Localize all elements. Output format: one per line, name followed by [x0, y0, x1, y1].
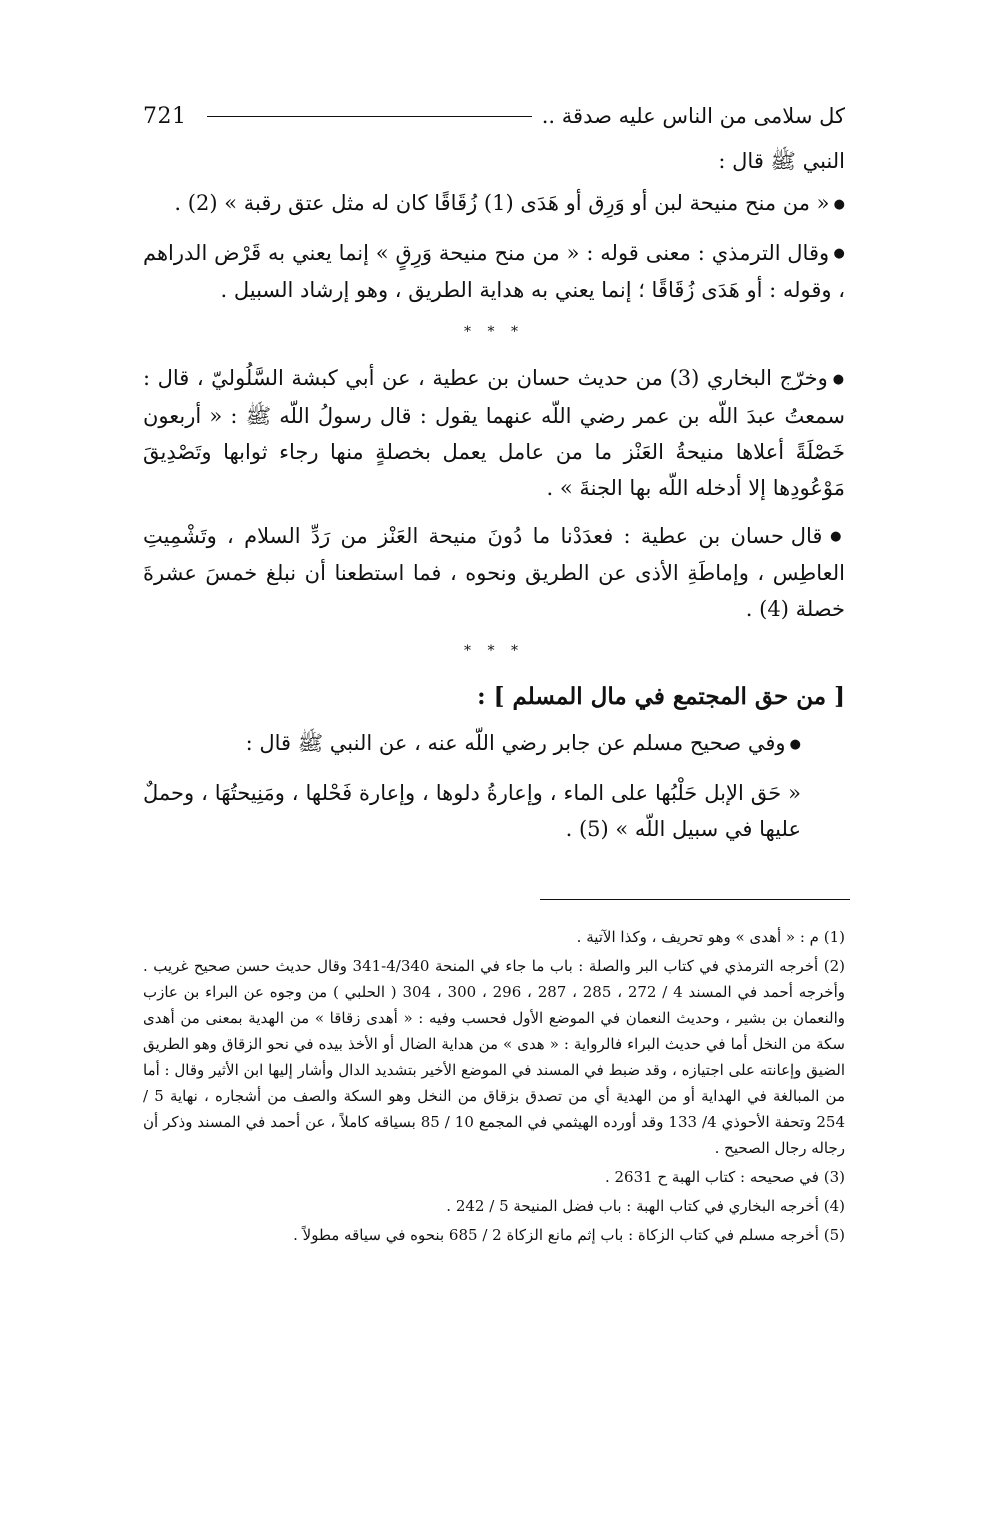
bukhari-hadith: ● وخرّج البخاري (3) من حديث حسان بن عطية ، عن أبي كبشة السَّلُوليّ ، قال : سمعتُ عبدَ اللّه بن عمر رضي اللّه عنهما يقول : قال رسولُ اللّه ﷺ : « أربعون خَصْلَةً أعلاها منيحةُ العَنْز ما من عامل يعمل بخصلةٍ منها رجاء ثوابها وتَصْدِيقَ مَوْعُودِها إلا أدخله اللّه بها الجنةَ » .	[143, 360, 845, 506]
running-title: كل سلامى من الناس عليه صدقة ..	[541, 104, 845, 128]
footnote: (4) أخرجه البخاري في كتاب الهبة : باب فضل المنيحة 5 / 242 .	[446, 1197, 845, 1215]
section-heading: [ من حق المجتمع في مال المسلم ] :	[477, 683, 845, 710]
footnotes	[143, 924, 845, 1251]
section-divider: * * *	[464, 324, 524, 340]
page-number: 721	[143, 103, 187, 129]
hassan-commentary: ● قال حسان بن عطية : فعدَدْنا ما دُونَ منيحة العَنْز من رَدِّ السلام ، وتَشْمِيتِ العاطِس ، وإماطَةِ الأذى عن الطريق ونحوه ، فما استطعنا أن نبلغ خمسَ عشرةَ خصلة (4) .	[143, 518, 845, 628]
footnote-separator	[540, 899, 850, 900]
main-text	[143, 144, 845, 859]
footnote: (1) م : « أهدى » وهو تحريف ، وكذا الآتية .	[576, 928, 845, 946]
footnote: (5) أخرجه مسلم في كتاب الزكاة : باب إثم مانع الزكاة 2 / 685 بنحوه في سياقه مطولاً .	[293, 1226, 845, 1244]
page-header	[143, 98, 845, 134]
text-line: النبي ﷺ قال :	[718, 149, 845, 173]
header-rule	[207, 116, 532, 117]
tirmidhi-commentary: ● وقال الترمذي : معنى قوله : « من منح منيحة وَرِقٍ » إنما يعني به قَرْض الدراهم ، وقوله : أو هَدَى زُقَاقًا ؛ إنما يعني به هداية الطريق ، وهو إرشاد السبيل .	[143, 235, 845, 309]
muslim-hadith: « حَق الإبل حَلْبُها على الماء ، وإعارةُ دلوها ، وإعارة فَحْلها ، ومَنِيحتُهَا ، وحملٌ عليها في سبيل اللّه » (5) .	[143, 780, 801, 841]
footnote: (3) في صحيحه : كتاب الهبة ح 2631 .	[604, 1168, 845, 1186]
section-divider: * * *	[464, 643, 524, 659]
footnote: (2) أخرجه الترمذي في كتاب البر والصلة : باب ما جاء في المنحة 4/340-341 وقال حديث حسن صحيح غريب . وأخرجه أحمد في المسند 4 / 272 ، 285 ، 287 ، 296 ، 300 ، 304 ( الحلبي ) من وجوه عن البراء بن عازب والنعمان بن بشير ، وحديث النعمان في الموضع الأول فحسب وفيه : « أهدى زقاقا » من الهدية بمعنى من أهدى سكة من النخل أما في حديث البراء فالرواية : « هدى » من هداية الضال أو الأخذ بيده في نحو الزقاق وهو الطريق الضيق وإعانته على اجتيازه ، وقد ضبط في المسند في الموضع الأخير بتشديد الدال وأشار إليها ابن الأثير وقال : أما من المبالغة في الهداية أو من الهدية أي من تصدق بزقاق من النخل وهو السكة والصف من أشجاره ، نهاية 5 / 254 وتحفة الأحوذي 4/ 133 وقد أورده الهيثمي في المجمع 10 / 85 بسياقه كاملاً ، عن أحمد في المسند وذكر أن رجاله رجال الصحيح .	[143, 957, 846, 1157]
hadith-paragraph: ● « من منح منيحة لبن أو وَرِق أو هَدَى (1) زُقَاقًا كان له مثل عتق رقبة » (2) .	[143, 185, 845, 223]
muslim-intro: ● وفي صحيح مسلم عن جابر رضي اللّه عنه ، عن النبي ﷺ قال :	[143, 725, 845, 763]
